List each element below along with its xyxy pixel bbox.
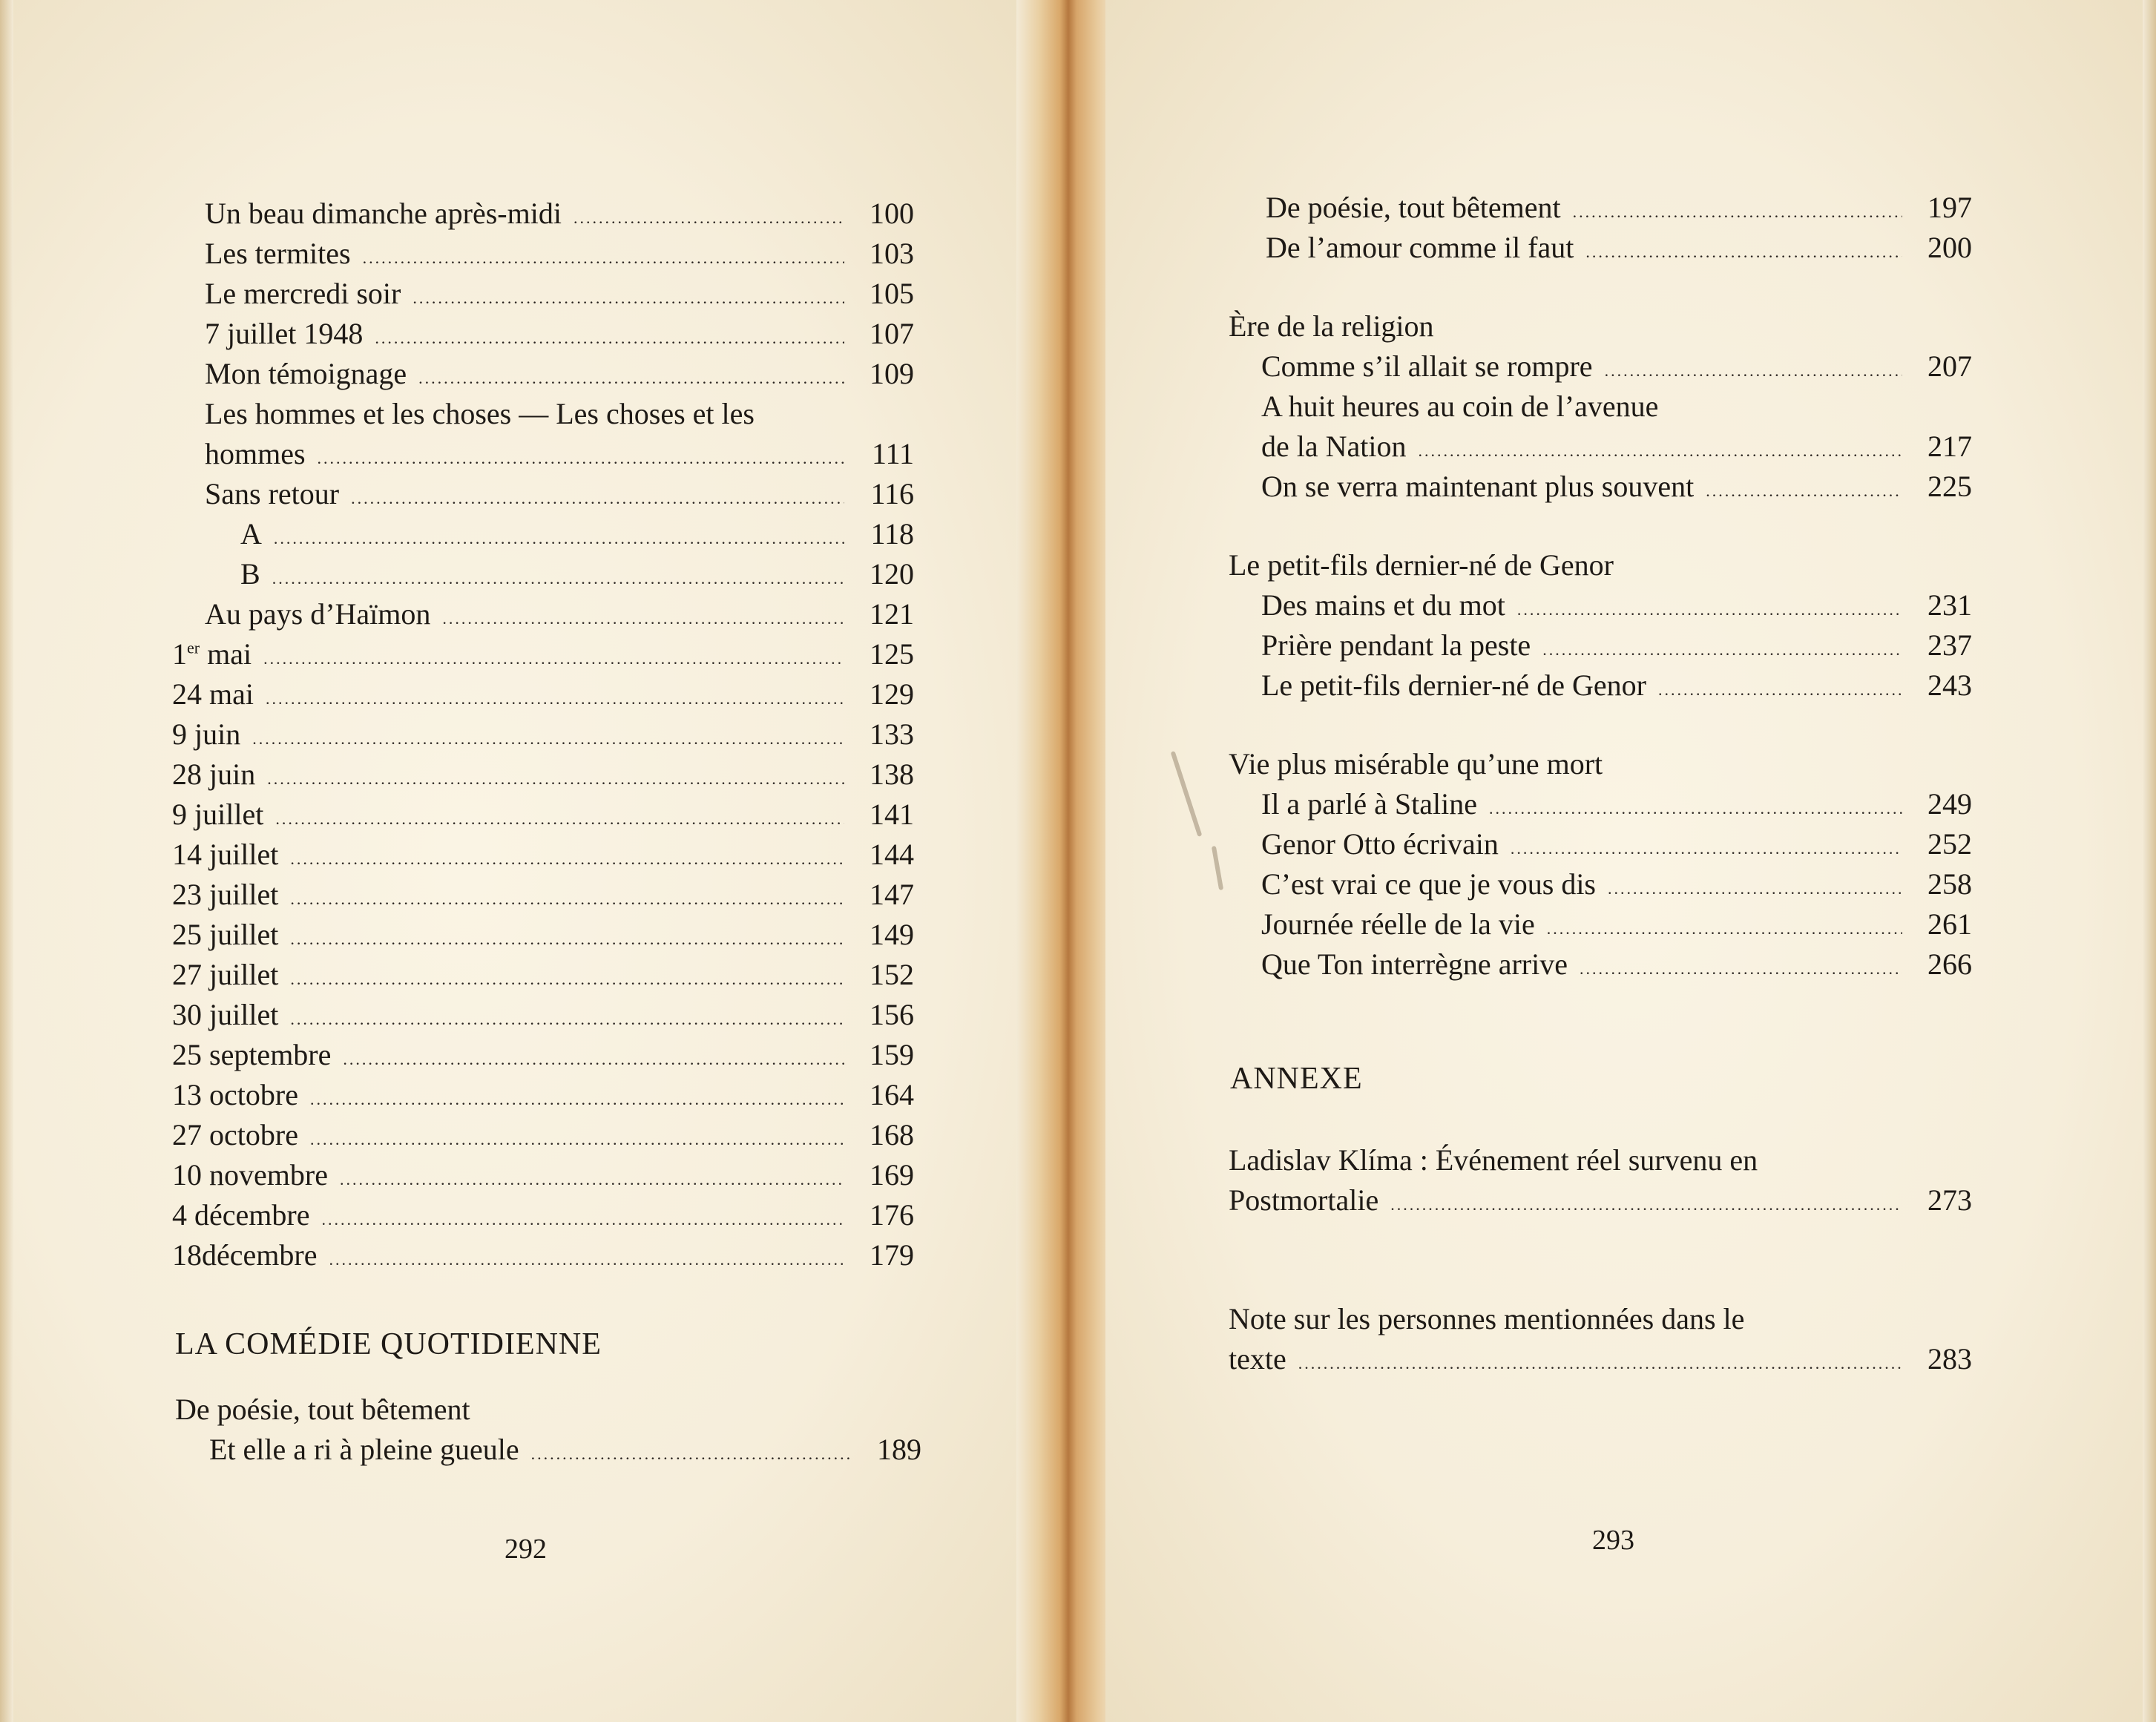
pencil-mark: [1171, 751, 1203, 837]
entry-page: 231: [1927, 588, 1972, 622]
toc-entry: [209, 1430, 921, 1469]
toc-entry: [1261, 785, 1972, 824]
entry-page: 109: [870, 357, 914, 390]
entry-title-continued: A huit heures au coin de l’avenue: [1261, 390, 1659, 423]
leader-dots: [413, 279, 844, 318]
entry-page: 258: [1927, 867, 1972, 901]
entry-title: De l’amour comme il faut: [1266, 231, 1574, 264]
entry-page: 261: [1927, 907, 1972, 941]
entry-page: 144: [870, 838, 914, 871]
leader-dots: [375, 319, 844, 358]
toc-entry: [205, 435, 914, 473]
toc-entry: [172, 1116, 914, 1154]
toc-entry: [1261, 945, 1972, 984]
entry-title: de la Nation: [1261, 430, 1407, 463]
right-page: [1105, 0, 2156, 1722]
entry-page: 168: [870, 1118, 914, 1151]
leader-dots: [1390, 1186, 1902, 1224]
toc-entry: [1261, 347, 1972, 386]
leader-dots: [1605, 352, 1902, 390]
leader-dots: [1489, 789, 1902, 828]
toc-entry: [1266, 229, 1972, 267]
leader-dots: [351, 479, 844, 518]
leader-dots: [1658, 671, 1902, 709]
leader-dots: [1517, 591, 1902, 629]
toc-entry: [240, 515, 914, 553]
leader-dots: [263, 640, 844, 678]
toc-entry: [172, 1236, 914, 1275]
entry-title: Un beau dimanche après-midi: [205, 197, 562, 230]
entry-page: 152: [870, 958, 914, 991]
toc-entry: [172, 755, 914, 794]
entry-page: 179: [870, 1238, 914, 1272]
entry-title: 23 juillet: [172, 878, 279, 911]
entry-title: B: [240, 557, 260, 591]
entry-title: 27 octobre: [172, 1118, 298, 1151]
toc-entry: [205, 234, 914, 273]
leader-dots: [321, 1200, 844, 1239]
entry-title: Prière pendant la peste: [1261, 628, 1531, 662]
leader-dots: [1542, 631, 1902, 669]
entry-title-rest: mai: [200, 637, 252, 671]
left-page: [0, 0, 1031, 1722]
toc-entry: [1261, 626, 1972, 665]
ordinal-suffix: er: [187, 638, 200, 657]
pencil-mark: [1212, 846, 1223, 890]
leader-dots: [318, 439, 844, 478]
entry-title: texte: [1229, 1342, 1286, 1376]
leader-dots: [290, 1000, 844, 1039]
entry-title: 27 juillet: [172, 958, 279, 991]
leader-dots: [274, 519, 844, 558]
group-heading: Vie plus misérable qu’une mort: [1229, 747, 1603, 781]
entry-title: 18décembre: [172, 1238, 318, 1272]
toc-entry: [1261, 586, 1972, 625]
entry-title: Que Ton interrègne arrive: [1261, 947, 1568, 981]
entry-title: A: [240, 517, 262, 551]
entry-page: 200: [1927, 231, 1972, 264]
entry-title: Le mercredi soir: [205, 277, 401, 310]
leader-dots: [1706, 472, 1902, 510]
toc-entry: [172, 1036, 914, 1074]
leader-dots: [343, 1040, 844, 1079]
toc-entry: [172, 715, 914, 754]
leader-dots: [266, 680, 844, 718]
entry-title: Journée réelle de la vie: [1261, 907, 1535, 941]
entry-title: 24 mai: [172, 677, 254, 711]
entry-page: 138: [870, 758, 914, 791]
toc-entry: [172, 835, 914, 874]
entry-page: 217: [1927, 430, 1972, 463]
toc-entry: [172, 795, 914, 834]
entry-page: 207: [1927, 349, 1972, 383]
entry-title: Au pays d’Haïmon: [205, 597, 431, 631]
entry-title: 13 octobre: [172, 1078, 298, 1111]
leader-dots: [1580, 950, 1902, 988]
leader-dots: [573, 199, 844, 237]
toc-entry: [205, 315, 914, 353]
leader-dots: [310, 1080, 844, 1119]
entry-page: 273: [1927, 1183, 1972, 1217]
leader-dots: [252, 720, 844, 758]
toc-entry: [1266, 188, 1972, 227]
leader-dots: [1419, 432, 1903, 470]
toc-entry: [172, 635, 914, 674]
entry-title: De poésie, tout bêtement: [1266, 191, 1561, 224]
toc-entry: [172, 956, 914, 994]
toc-entry: [172, 675, 914, 714]
entry-title: hommes: [205, 437, 306, 470]
entry-title: Il a parlé à Staline: [1261, 787, 1477, 821]
leader-dots: [1585, 233, 1902, 272]
entry-title: Postmortalie: [1229, 1183, 1379, 1217]
leader-dots: [1547, 910, 1902, 948]
entry-title: 7 juillet 1948: [205, 317, 364, 350]
entry-page: 111: [871, 437, 914, 470]
toc-entry: [1229, 1181, 1972, 1220]
entry-title: C’est vrai ce que je vous dis: [1261, 867, 1596, 901]
leader-dots: [329, 1240, 844, 1279]
entry-title: 25 septembre: [172, 1038, 332, 1071]
left-page-edge: [0, 0, 13, 1722]
toc-entry: [172, 916, 914, 954]
toc-entry: [205, 475, 914, 513]
leader-dots: [1608, 870, 1902, 908]
leader-dots: [290, 880, 844, 918]
group-heading: Ère de la religion: [1229, 309, 1434, 343]
toc-entry: [172, 1076, 914, 1114]
leader-dots: [442, 599, 844, 638]
entry-title: [172, 635, 252, 674]
entry-title: 4 décembre: [172, 1198, 310, 1232]
toc-entry: [1261, 467, 1972, 506]
leader-dots: [310, 1120, 844, 1159]
entry-title: Et elle a ri à pleine gueule: [209, 1433, 519, 1466]
entry-page: 156: [870, 998, 914, 1031]
entry-page: 252: [1927, 827, 1972, 861]
toc-entry: [1261, 427, 1972, 466]
toc-entry: [1261, 905, 1972, 944]
entry-page: 147: [870, 878, 914, 911]
toc-entry: [240, 555, 914, 594]
leader-dots: [340, 1160, 844, 1199]
toc-entry: [205, 355, 914, 393]
leader-dots: [290, 840, 844, 878]
entry-title: Des mains et du mot: [1261, 588, 1505, 622]
entry-page: 121: [870, 597, 914, 631]
section-title: LA COMÉDIE QUOTIDIENNE: [175, 1327, 602, 1361]
entry-title-continued: Note sur les personnes mentionnées dans le: [1229, 1302, 1745, 1335]
toc-entry: [205, 194, 914, 233]
leader-dots: [1573, 193, 1902, 231]
entry-page: 169: [870, 1158, 914, 1192]
entry-page: 133: [870, 717, 914, 751]
entry-title: 9 juin: [172, 717, 241, 751]
entry-page: 283: [1927, 1342, 1972, 1376]
entry-page: 164: [870, 1078, 914, 1111]
entry-page: 189: [877, 1433, 921, 1466]
entry-page: 116: [870, 477, 914, 510]
toc-entry: [1261, 865, 1972, 904]
toc-entry: [1261, 825, 1972, 864]
toc-entry: [205, 595, 914, 634]
toc-entry: [172, 1156, 914, 1194]
entry-title-continued: Ladislav Klíma : Événement réel survenu en: [1229, 1143, 1758, 1177]
entry-page: 159: [870, 1038, 914, 1071]
entry-page: 141: [870, 798, 914, 831]
entry-page: 129: [870, 677, 914, 711]
leader-dots: [275, 800, 844, 838]
entry-title: On se verra maintenant plus souvent: [1261, 470, 1695, 503]
leader-dots: [290, 960, 844, 999]
leader-dots: [1298, 1344, 1902, 1383]
entry-page: 118: [870, 517, 914, 551]
toc-entry: [172, 996, 914, 1034]
entry-title: 9 juillet: [172, 798, 264, 831]
toc-entry: [172, 875, 914, 914]
entry-title: Sans retour: [205, 477, 340, 510]
right-page-edge: [2143, 0, 2156, 1722]
entry-page: 249: [1927, 787, 1972, 821]
leader-dots: [531, 1435, 852, 1473]
book-gutter: [1016, 0, 1120, 1722]
entry-page: 120: [870, 557, 914, 591]
page-number: 293: [1592, 1525, 1634, 1556]
entry-title: 14 juillet: [172, 838, 279, 871]
entry-title-number: 1: [172, 637, 187, 671]
group-heading: De poésie, tout bêtement: [175, 1393, 470, 1426]
toc-entry: [172, 1196, 914, 1235]
leader-dots: [418, 359, 844, 398]
entry-page: 225: [1927, 470, 1972, 503]
entry-title: Les termites: [205, 237, 351, 270]
entry-title: Le petit-fils dernier-né de Genor: [1261, 668, 1646, 702]
toc-entry: [1261, 666, 1972, 705]
entry-page: 237: [1927, 628, 1972, 662]
entry-page: 105: [870, 277, 914, 310]
entry-title: Comme s’il allait se rompre: [1261, 349, 1593, 383]
entry-title: 30 juillet: [172, 998, 279, 1031]
leader-dots: [1511, 829, 1902, 868]
entry-page: 149: [870, 918, 914, 951]
entry-page: 107: [870, 317, 914, 350]
entry-page: 243: [1927, 668, 1972, 702]
entry-page: 176: [870, 1198, 914, 1232]
entry-page: 103: [870, 237, 914, 270]
leader-dots: [290, 920, 844, 959]
entry-title: 28 juin: [172, 758, 256, 791]
leader-dots: [272, 559, 844, 598]
group-heading: Le petit-fils dernier-né de Genor: [1229, 548, 1614, 582]
page-number: 292: [505, 1534, 547, 1565]
leader-dots: [267, 760, 844, 798]
entry-page: 266: [1927, 947, 1972, 981]
toc-entry: [1229, 1340, 1972, 1378]
entry-page: 125: [870, 637, 914, 671]
entry-page: 197: [1927, 191, 1972, 224]
entry-page: 100: [870, 197, 914, 230]
entry-title: Mon témoignage: [205, 357, 407, 390]
leader-dots: [363, 239, 844, 277]
section-title: ANNEXE: [1230, 1062, 1363, 1096]
entry-title: 25 juillet: [172, 918, 279, 951]
entry-title: Genor Otto écrivain: [1261, 827, 1499, 861]
toc-entry: [205, 275, 914, 313]
entry-title: 10 novembre: [172, 1158, 328, 1192]
entry-title-continued: Les hommes et les choses — Les choses et les: [205, 397, 755, 430]
